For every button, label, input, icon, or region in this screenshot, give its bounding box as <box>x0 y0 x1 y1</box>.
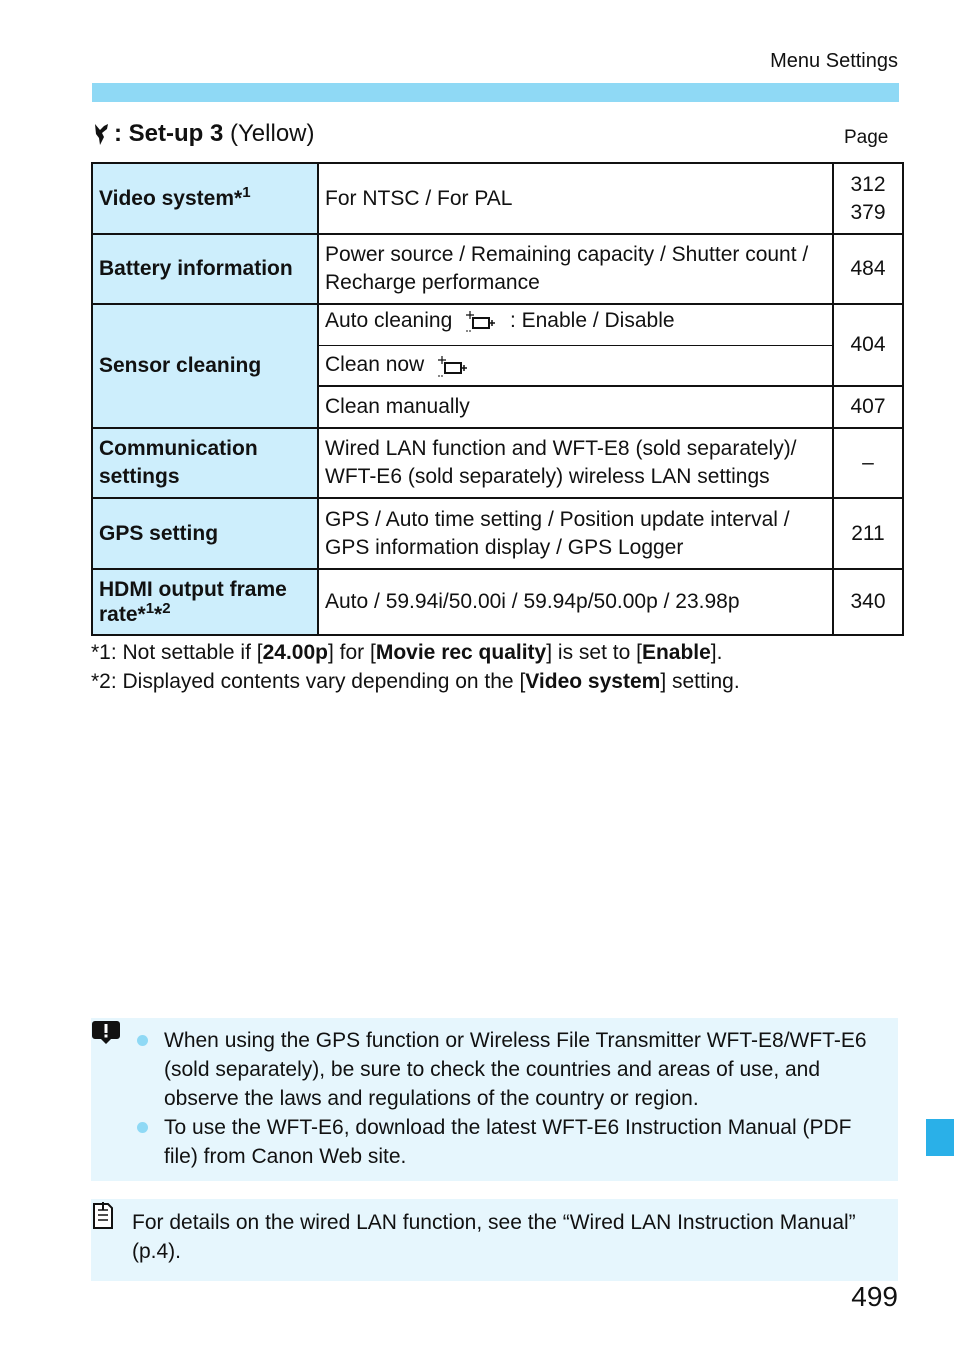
desc-clean-now: Clean now <box>318 345 833 386</box>
item-hdmi-output-frame-rate: HDMI output frame rate*$^1$*$^2$ <box>92 569 318 635</box>
desc-video-system: For NTSC / For PAL <box>318 163 833 234</box>
section-title-main: : Set-up 3 <box>114 120 224 147</box>
header-title: Menu Settings <box>770 50 898 72</box>
caution-icon <box>91 1018 121 1046</box>
item-battery-information: Battery information <box>92 234 318 304</box>
page-communication-settings: – <box>833 428 903 498</box>
note-box <box>91 1199 898 1281</box>
page-hdmi-output-frame-rate: 340 <box>833 569 903 635</box>
bullet-icon <box>137 1122 148 1133</box>
desc-auto-cleaning: Auto cleaning : Enable / Disable <box>318 304 833 345</box>
page-gps-setting: 211 <box>833 498 903 569</box>
desc-gps-setting: GPS / Auto time setting / Position update interval / GPS information display / GPS Logger <box>318 498 833 569</box>
list-item: To use the WFT-E6, download the latest WFT-E6 Instruction Manual (PDF file) from Canon Web site. <box>135 1113 886 1171</box>
menu-settings-table <box>91 162 904 636</box>
page-video-system: 312 379 <box>833 163 903 234</box>
wrench-icon <box>92 121 110 147</box>
sensor-cleaning-icon <box>436 354 470 378</box>
desc-communication-settings: Wired LAN function and WFT-E8 (sold separately)/ WFT-E6 (sold separately) wireless LAN settings <box>318 428 833 498</box>
item-video-system: Video system*$^1$ <box>92 163 318 234</box>
item-gps-setting: GPS setting <box>92 498 318 569</box>
footnote-1: *1: Not settable if [24.00p] for [Movie rec quality] is set to [Enable]. <box>91 641 723 664</box>
page-battery-information: 484 <box>833 234 903 304</box>
item-communication-settings: Communication settings <box>92 428 318 498</box>
page-column-label: Page <box>844 127 889 148</box>
list-item: When using the GPS function or Wireless File Transmitter WFT-E8/WFT-E6 (sold separately), be sure to check the countries and areas of use, and observe the laws and regulations of the country or region. <box>135 1026 886 1113</box>
note-icon <box>91 1201 115 1231</box>
caution-list <box>135 1026 886 1171</box>
page-clean-manually: 407 <box>833 386 903 428</box>
table-row-sensor-auto <box>92 304 903 345</box>
section-title <box>92 120 315 148</box>
header-bar <box>92 83 899 102</box>
footnote-2: *2: Displayed contents vary depending on the [Video system] setting. <box>91 670 740 693</box>
section-title-color: (Yellow) <box>223 120 315 147</box>
chapter-tab <box>926 1119 954 1156</box>
desc-clean-manually: Clean manually <box>318 386 833 428</box>
footnotes <box>91 638 740 696</box>
bullet-icon <box>137 1035 148 1046</box>
page-number: 499 <box>851 1281 898 1312</box>
table-row-communication <box>92 428 903 498</box>
page-sensor-cleaning: 404 <box>833 304 903 386</box>
sensor-cleaning-icon <box>464 309 498 333</box>
table-row-hdmi <box>92 569 903 635</box>
caution-box <box>91 1018 898 1181</box>
desc-hdmi-output-frame-rate: Auto / 59.94i/50.00i / 59.94p/50.00p / 23.98p <box>318 569 833 635</box>
table-row-battery <box>92 234 903 304</box>
note-text: For details on the wired LAN function, see the “Wired LAN Instruction Manual” (p.4). <box>132 1211 856 1263</box>
item-sensor-cleaning: Sensor cleaning <box>92 304 318 428</box>
table-row-video-system <box>92 163 903 234</box>
desc-battery-information: Power source / Remaining capacity / Shutter count / Recharge performance <box>318 234 833 304</box>
table-row-gps <box>92 498 903 569</box>
